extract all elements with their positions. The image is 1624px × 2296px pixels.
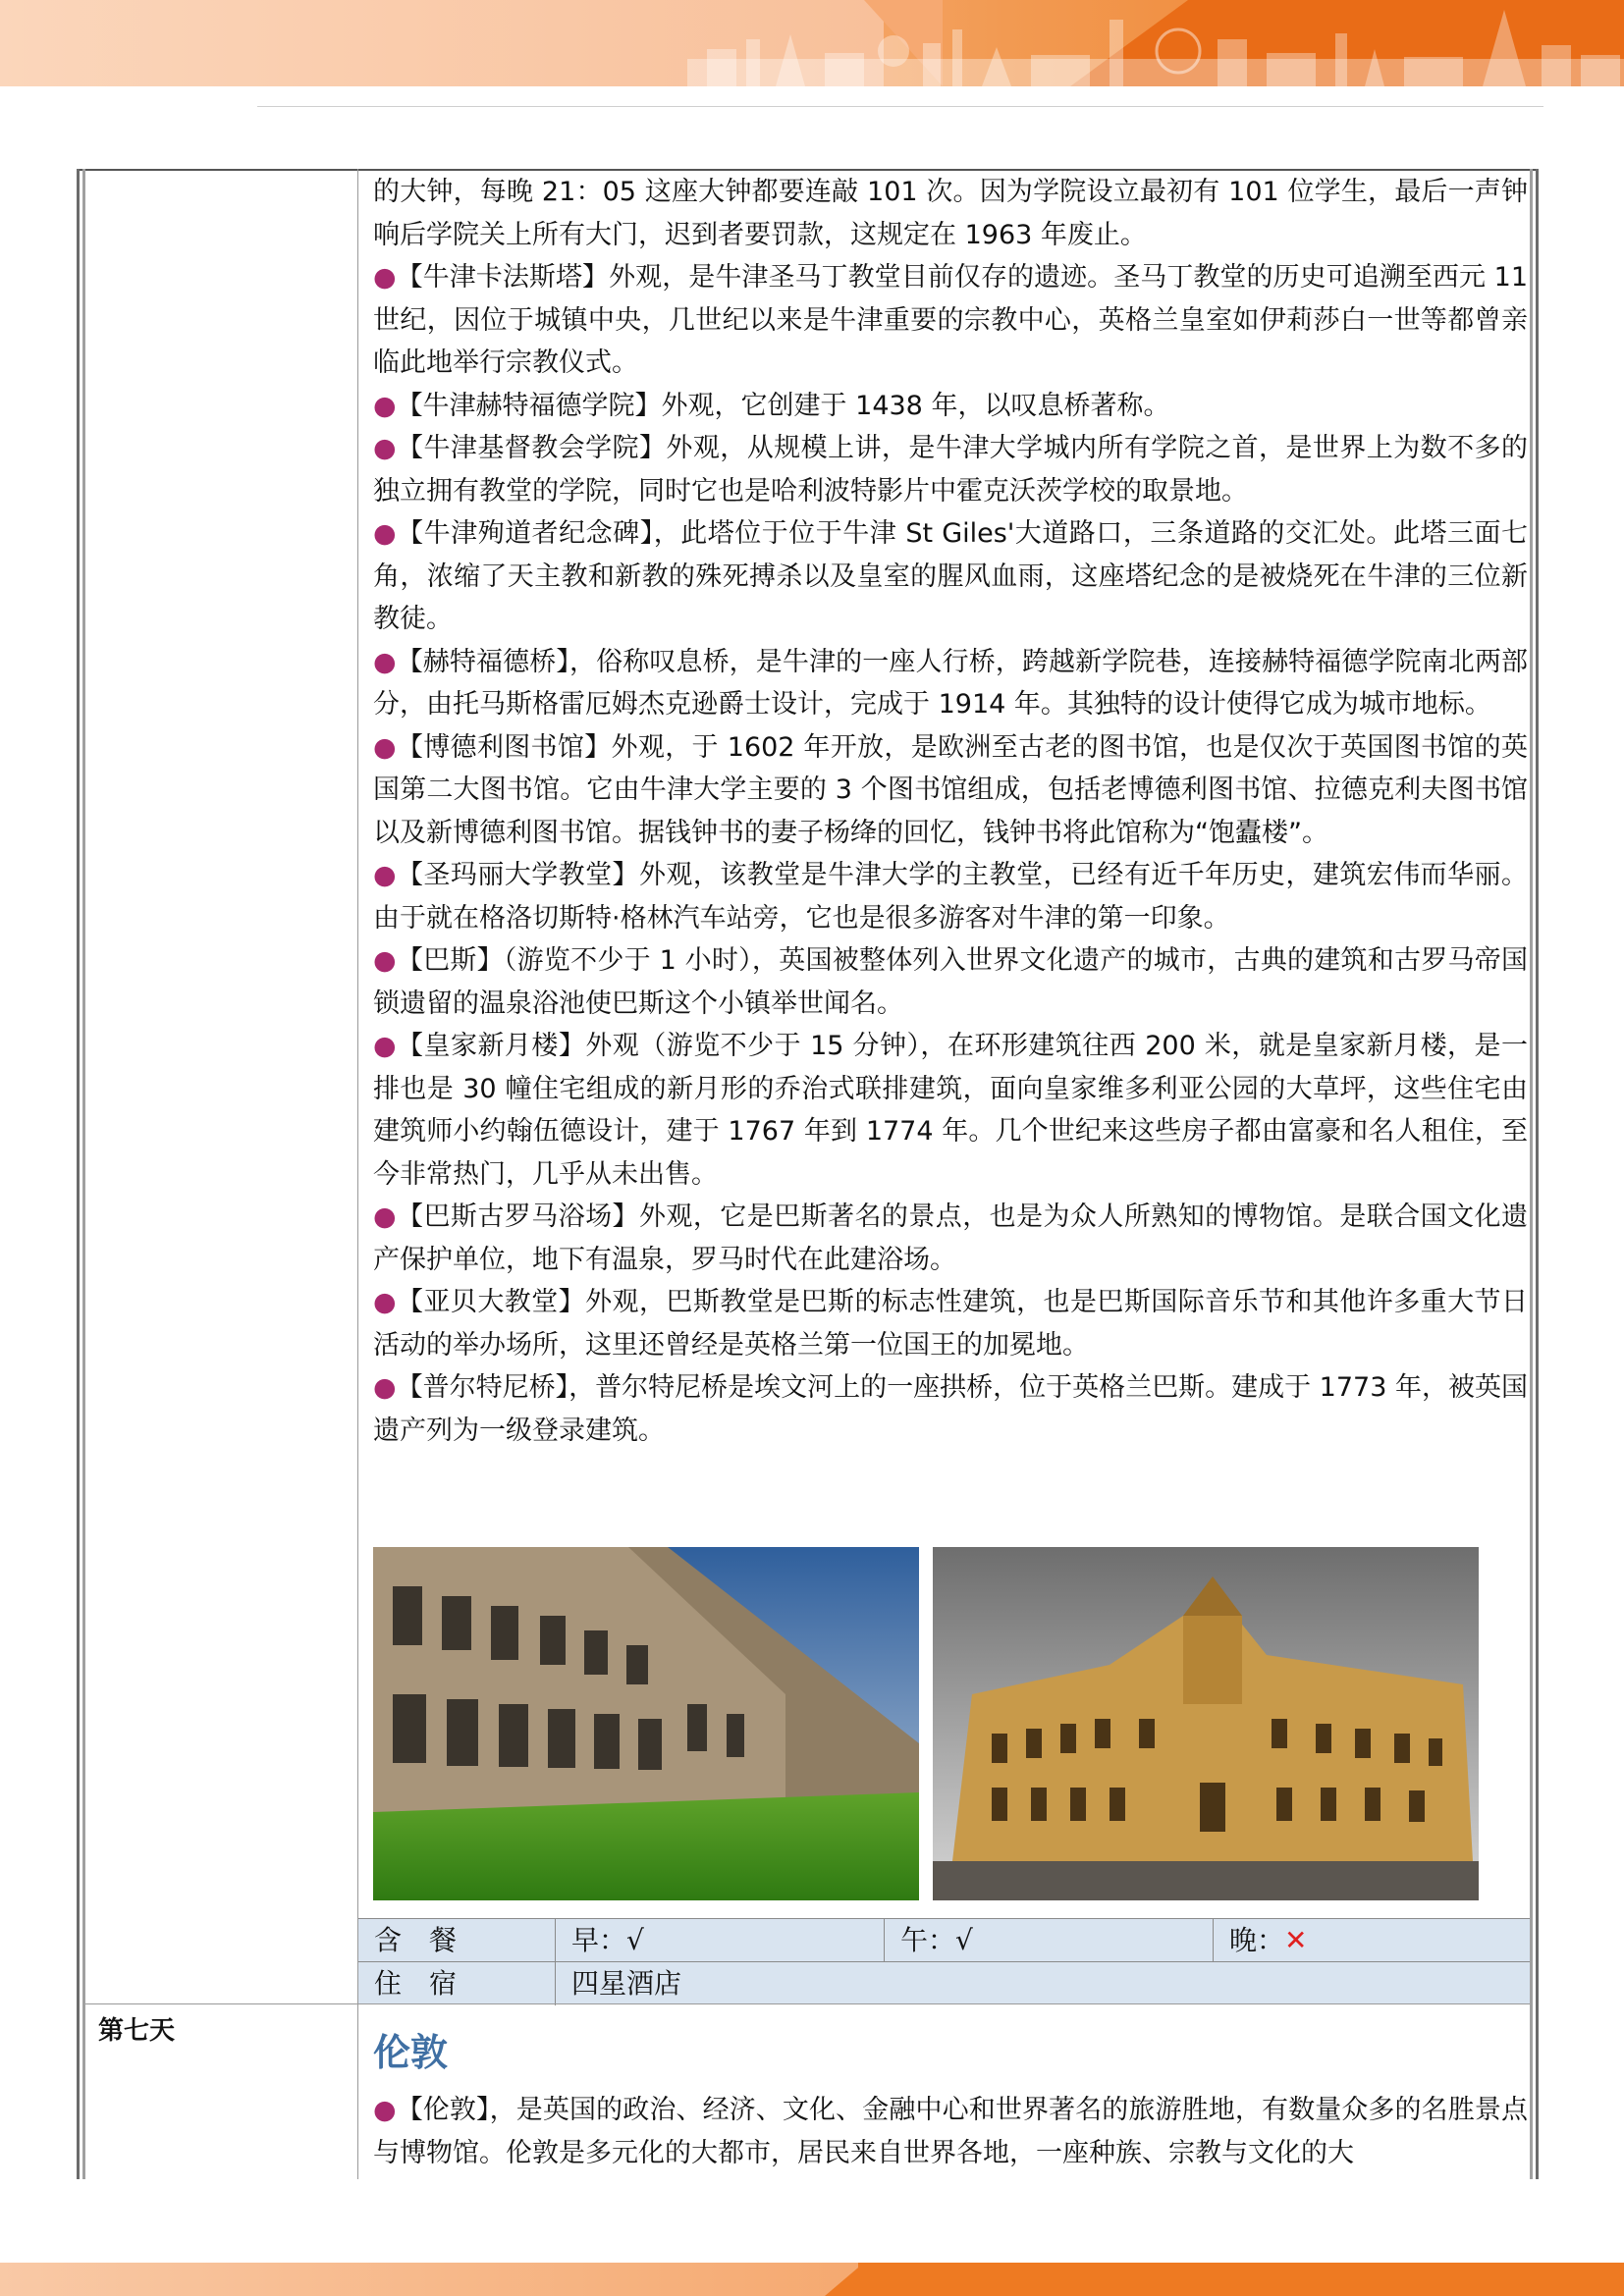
dinner-cell (1213, 1919, 1530, 1962)
bullet-icon: ● (373, 262, 397, 293)
bullet-icon: ● (373, 1287, 397, 1317)
bullet-icon: ● (373, 1201, 397, 1232)
bullet-icon: ● (373, 433, 397, 463)
bullet-icon: ● (373, 518, 398, 549)
lunch-cell: 午：√ (884, 1919, 1213, 1962)
paragraph-text: 【普尔特尼桥】，普尔特尼桥是埃文河上的一座拱桥，位于英格兰巴斯。建成于 1773 年，被英国遗产列为一级登录建筑。 (373, 1372, 1528, 1446)
itinerary-paragraph (373, 385, 1528, 428)
lodging-value: 四星酒店 (555, 1962, 1530, 2005)
lodging-label: 住 宿 (374, 1967, 458, 2000)
itinerary-paragraph (373, 427, 1528, 512)
london-intro (373, 2089, 1528, 2174)
day-row-divider (85, 2003, 1530, 2004)
itinerary-paragraph (373, 512, 1528, 641)
paragraph-text: 【圣玛丽大学教堂】外观，该教堂是牛津大学的主教堂，已经有近千年历史，建筑宏伟而华丽。由于就在格洛切斯特·格林汽车站旁，它也是很多游客对牛津的第一印象。 (373, 860, 1528, 934)
header-divider (257, 106, 1543, 107)
paragraph-text: 【牛津卡法斯塔】外观，是牛津圣马丁教堂目前仅存的遗迹。圣马丁教堂的历史可追溯至西元 11 世纪，因位于城镇中央，几世纪以来是牛津重要的宗教中心，英格兰皇室如伊莉莎白一世等都曾亲临此地举行宗教仪式。 (373, 262, 1529, 378)
header-banner (0, 0, 1624, 86)
london-paragraph: 【伦敦】，是英国的政治、经济、文化、金融中心和世界著名的旅游胜地，有数量众多的名胜景点与博物馆。伦敦是多元化的大都市，居民来自世界各地，一座种族、宗教与文化的大 (373, 2095, 1529, 2168)
paragraph-text: 的大钟，每晚 21：05 这座大钟都要连敲 101 次。因为学院设立最初有 101 位学生，最后一声钟响后学院关上所有大门，迟到者要罚款，这规定在 1963 年废止。 (373, 177, 1528, 250)
photo-strip (373, 1547, 1483, 1900)
itinerary-content (373, 171, 1528, 1452)
city-title-london: 伦敦 (373, 2031, 449, 2074)
itinerary-paragraph (373, 171, 1528, 256)
itinerary-paragraph (373, 1281, 1528, 1366)
itinerary-paragraph (373, 1196, 1528, 1281)
paragraph-text: 【牛津殉道者纪念碑】，此塔位于位于牛津 St Giles'大道路口，三条道路的交汇处。此塔三面七角，浓缩了天主教和新教的殊死搏杀以及皇室的腥风血雨，这座塔纪念的是被烧死在牛津的三位新教徒。 (373, 518, 1528, 634)
oxford-college-photo (373, 1547, 919, 1900)
itinerary-paragraph (373, 1366, 1528, 1452)
itinerary-paragraph (373, 1025, 1528, 1196)
itinerary-paragraph (373, 256, 1528, 385)
paragraph-text: 【皇家新月楼】外观（游览不少于 15 分钟），在环形建筑往西 200 米，就是皇家新月楼，是一排也是 30 幢住宅组成的新月形的乔治式联排建筑，面向皇家维多利亚公园的大草坪，这些住宅由建筑师小约翰伍德设计，建于 1767 年到 1774 年。几个世纪来这些房子都由富豪和名人租住，至今非常热门，几乎从未出售。 (373, 1031, 1528, 1190)
paragraph-text: 【亚贝大教堂】外观，巴斯教堂是巴斯的标志性建筑，也是巴斯国际音乐节和其他许多重大节日活动的举办场所，这里还曾经是英格兰第一位国王的加冕地。 (373, 1287, 1528, 1361)
paragraph-text: 【博德利图书馆】外观，于 1602 年开放，是欧洲至古老的图书馆，也是仅次于英国图书馆的英国第二大图书馆。它由牛津大学主要的 3 个图书馆组成，包括老博德利图书馆、拉德克利夫图书馆以及新博德利图书馆。据钱钟书的妻子杨绛的回忆，钱钟书将此馆称为“饱蠹楼”。 (373, 731, 1528, 848)
bullet-icon: ● (373, 860, 397, 890)
table-left-border-inner (82, 169, 85, 2179)
itinerary-paragraph (373, 726, 1528, 855)
table-right-border (1536, 169, 1539, 2179)
breakfast-cell: 早：√ (555, 1919, 884, 1962)
paragraph-text: 【巴斯古罗马浴场】外观，它是巴斯著名的景点，也是为众人所熟知的博物馆。是联合国文化遗产保护单位，地下有温泉，罗马时代在此建浴场。 (373, 1201, 1528, 1275)
paragraph-text: 【巴斯】（游览不少于 1 小时），英国被整体列入世界文化遗产的城市，古典的建筑和古罗马帝国锁遗留的温泉浴池使巴斯这个小镇举世闻名。 (373, 945, 1528, 1019)
itinerary-paragraph (373, 939, 1528, 1025)
bullet-icon: ● (373, 1372, 397, 1403)
bullet-icon: ● (373, 390, 397, 421)
cross-icon: ✕ (1284, 1924, 1308, 1956)
bullet-icon: ● (373, 646, 397, 677)
bullet-icon: ● (373, 945, 397, 976)
paragraph-text: 【牛津基督教会学院】外观，从规模上讲，是牛津大学城内所有学院之首，是世界上为数不多的独立拥有教堂的学院，同时它也是哈利波特影片中霍克沃茨学校的取景地。 (373, 433, 1528, 507)
dinner-label: 晚： (1229, 1924, 1285, 1956)
lodging-row (358, 1961, 1530, 2004)
meals-row (358, 1918, 1530, 1962)
city-skyline-icon (687, 10, 1624, 86)
paragraph-text: 【赫特福德桥】，俗称叹息桥，是牛津的一座人行桥，跨越新学院巷，连接赫特福德学院南北两部分，由托马斯格雷厄姆杰克逊爵士设计，完成于 1914 年。其独特的设计使得它成为城市地标。 (373, 646, 1529, 720)
paragraph-text: 【牛津赫特福德学院】外观，它创建于 1438 年，以叹息桥著称。 (396, 390, 1170, 421)
bath-building-photo (933, 1547, 1479, 1900)
meals-label: 含 餐 (374, 1924, 458, 1956)
footer-banner (0, 2263, 1624, 2296)
itinerary-paragraph (373, 641, 1528, 726)
table-left-border (77, 169, 80, 2179)
table-column-divider (357, 169, 358, 2179)
bullet-icon: ● (373, 731, 397, 763)
itinerary-paragraph (373, 854, 1528, 939)
bullet-icon: ● (373, 1031, 398, 1061)
day-seven-label: 第七天 (98, 2016, 176, 2046)
bullet-icon: ● (373, 2095, 397, 2125)
table-right-border-inner (1530, 169, 1533, 2179)
